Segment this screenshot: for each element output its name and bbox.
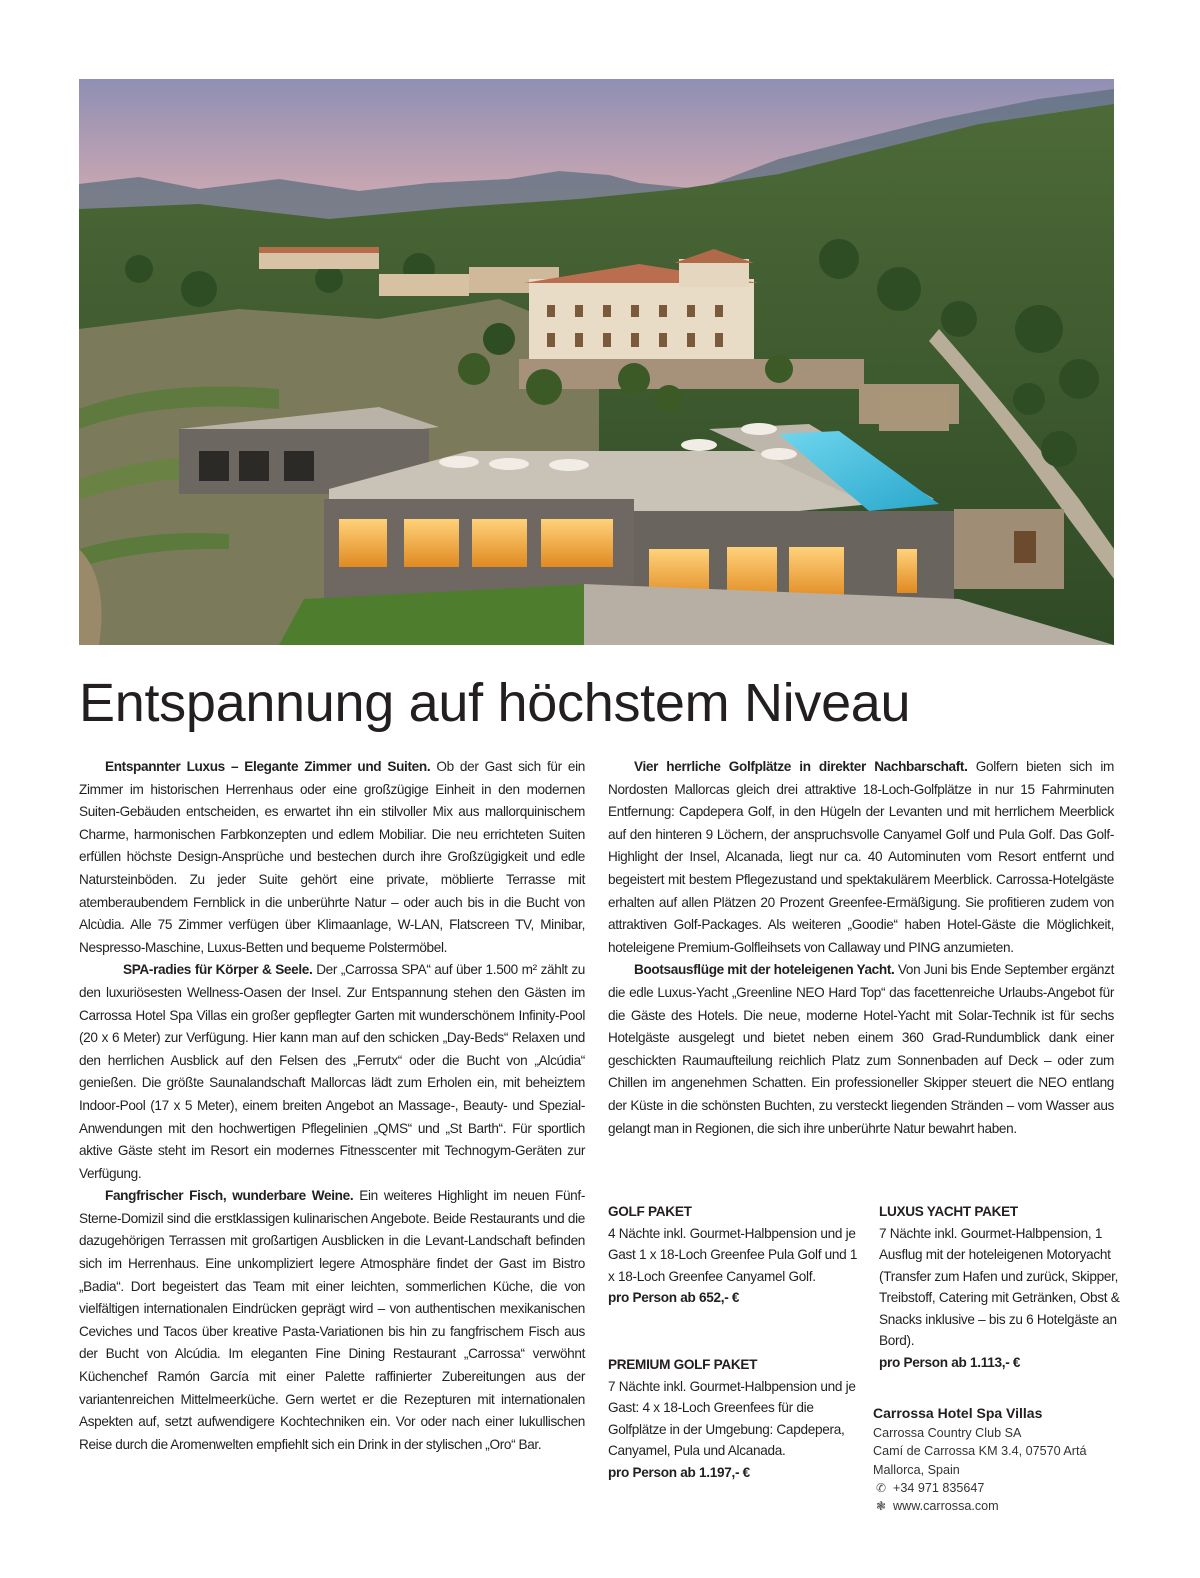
hotel-name: Carrossa Hotel Spa Villas — [873, 1405, 1043, 1421]
package-price: pro Person ab 652,- € — [608, 1290, 740, 1305]
manor-wing — [679, 259, 749, 287]
farmhouse — [379, 274, 469, 296]
paragraph-text: Ein weiteres Highlight im neuen Fünf-Sterne-Domizil sind die erstklassigen kulinarischen Angebote. Beide Restaurants und die dazugehörigen Terrassen mit großartigen Ausblicken in die Levant-Landschaft befinden sich im Herrenhaus. Eine unkompliziert legere Atmosphäre findet der Gast im Bistro „Badia“. Dort begeistert das Team mit einer leichten, sommerlichen Küche, die von vielfältigen internationalen Eindrücken geprägt wird – von authentischen mexikanischen Ceviches und Tacos über kreative Pasta-Variationen bis hin zu fangfrischem Fisch aus der Bucht von Alcúdia. Im eleganten Fine Dining Restaurant „Carrossa“ verwöhnt Küchenchef Ramón García mit einer Palette raffinierter Zubereitungen aus der variantenreichen Mittelmeerküche. Gern wertet er die Rezepturen mit internationalen Aspekten auf, setzt aufwendigere Kochtechniken ein. Vor oder nach einer lukullischen Reise durch die Aromenwelten empfiehlt sich ein Drink in der stylischen „Oro“ Bar. — [79, 1188, 585, 1452]
package-premium-golf — [608, 1354, 858, 1483]
package-description: 7 Nächte inkl. Gourmet-Halbpension, 1 Ausflug mit der hoteleigenen Motoryacht (Transfer zum Hafen und zurück, Skipper, Treibstoff, Catering mit Getränken, Obst & Snacks inklusive – bis zu 6 Hotelgäste an Bord). — [879, 1225, 1120, 1348]
package-title: LUXUS YACHT PAKET — [879, 1204, 1018, 1219]
contact-block — [873, 1402, 1143, 1515]
paragraph-text: Ob der Gast sich für ein Zimmer im historischen Herrenhaus oder eine großzügige Einheit in den modernen Suiten-Gebäuden entscheiden, es erwartet ihn ein stilvoller Mix aus mallorquinischem Charme, harmonischen Farbkonzepten und edlem Mobiliar. Die neu errichteten Suiten erfüllen höchste Design-Ansprüche und bestechen durch ihre Großzügigkeit und edle Natursteinböden. Zu jeder Suite gehört eine private, möblierte Terrasse mit atemberaubendem Fernblick in die unberührte Natur – oder auch bis in die Bucht von Alcùdia. Alle 75 Zimmer verfügen über Klimaanlage, W-LAN, Flatscreen TV, Minibar, Nespresso-Maschine, Luxus-Betten und bequeme Polstermöbel. — [79, 759, 585, 955]
phone-icon: ✆ — [875, 1480, 887, 1495]
page-title: Entspannung auf höchstem Niveau — [79, 673, 911, 733]
paragraph-lead: Vier herrliche Golfplätze in direkter Nachbarschaft. — [634, 759, 968, 774]
package-title: GOLF PAKET — [608, 1204, 692, 1219]
phone-number[interactable]: +34 971 835647 — [893, 1480, 985, 1495]
farmhouse — [259, 251, 379, 269]
article-column-right — [608, 756, 1114, 1140]
paragraph-dining — [79, 1185, 585, 1456]
package-price: pro Person ab 1.197,- € — [608, 1464, 750, 1480]
farmhouse-roof — [259, 247, 379, 253]
paragraph-yacht — [608, 959, 1114, 1140]
stone-wall — [519, 359, 864, 389]
package-description: 4 Nächte inkl. Gourmet-Halbpension und je Gast 1 x 18-Loch Greenfee Pula Golf und 1 x 18-Loch Greenfee Canyamel Golf. — [608, 1225, 858, 1284]
package-golf — [608, 1201, 858, 1309]
address-line: Camí de Carrossa KM 3.4, 07570 Artá — [873, 1444, 1087, 1459]
paragraph-lead: Entspannter Luxus – Elegante Zimmer und Suiten. — [105, 759, 431, 774]
spa-left-windows — [199, 451, 314, 481]
package-description: 7 Nächte inkl. Gourmet-Halbpension und je Gast: 4 x 18-Loch Greenfees für die Golfplätze in der Umgebung: Capdepera, Canyamel, Pula und Alcanada. — [608, 1378, 856, 1458]
web-row — [873, 1497, 1143, 1515]
hero-illustration — [79, 79, 1114, 645]
package-title: PREMIUM GOLF PAKET — [608, 1357, 758, 1372]
region-line: Mallorca, Spain — [873, 1462, 960, 1477]
package-luxury-yacht — [879, 1201, 1139, 1373]
globe-icon: ❃ — [875, 1499, 887, 1514]
website-link[interactable]: www.carrossa.com — [893, 1499, 999, 1514]
paragraph-text: Von Juni bis Ende September ergänzt die edle Luxus-Yacht „Greenline NEO Hard Top“ das facettenreiche Urlaubs-Angebot für die Gäste des Hotels. Die neue, moderne Hotel-Yacht mit Solar-Technik ist für sechs Hotelgäste ausgelegt und bietet neben einem 360 Grad-Rundumblick dank einer geschickten Raumaufteilung reichlich Platz zum Sonnenbaden auf Deck – oder zum Chillen im angenehmen Schatten. Ein professioneller Skipper steuert die NEO entlang der Küste in die schönsten Buchten, zu versteckt liegenden Stränden – vom Wasser aus gelangt man in Regionen, die sich ihre unberührte Natur bewahrt haben. — [608, 962, 1114, 1136]
paragraph-golf — [608, 756, 1114, 959]
phone-row — [873, 1479, 1143, 1497]
paragraph-spa — [79, 959, 585, 1185]
company-name: Carrossa Country Club SA — [873, 1426, 1022, 1440]
paragraph-lead: SPA-radies für Körper & Seele. — [123, 962, 313, 978]
paragraph-text: Golfern bieten sich im Nordosten Mallorcas gleich drei attraktive 18-Loch-Golfplätze in nur 15 Fahrminuten Entfernung: Capdepera Golf, in den Hügeln der Levanten und mit herrlichem Meerblick auf den hinteren 9 Löchern, der anspruchsvolle Canyamel Golf und Pula Golf. Das Golf-Highlight der Insel, Alcanada, liegt nur ca. 40 Autominuten vom Resort entfernt und begeistert mit bestem Pflegezustand und spektakulärem Meerblick. Carrossa-Hotelgäste erhalten auf allen Plätzen 20 Prozent Greenfee-Ermäßigung. Sie profitieren zudem von attraktiven Golf-Packages. Als weiteren „Goodie“ haben Hotel-Gäste die Möglichkeit, hoteleigene Premium-Golfleihsets von Callaway und PING anzumieten. — [608, 759, 1114, 955]
paragraph-lead: Bootsausflüge mit der hoteleigenen Yacht. — [634, 962, 895, 978]
paragraph-rooms — [79, 756, 585, 959]
paragraph-text: Der „Carrossa SPA“ auf über 1.500 m² zählt zu den luxuriösesten Wellness-Oasen der Insel. Zur Entspannung stehen den Gästen im Carrossa Hotel Spa Villas ein großer gepflegter Garten mit wunderschönem Infinity-Pool (20 x 6 Meter) zur Verfügung. Hier kann man auf den schicken „Day-Beds“ Relaxen und den herrlichen Ausblick auf den Felsen des „Ferrutx“ oder die Bucht von „Alcúdia“ genießen. Die größte Saunalandschaft Mallorcas lädt zum Erholen ein, mit beheiztem Indoor-Pool (17 x 5 Meter), einem breiten Angebot an Massage-, Beauty- und Spezial-Anwendungen mit den hochwertigen Pflegelinien „QMS“ und „St Barth“. Für sportlich aktive Gäste steht im Resort ein modernes Fitnesscenter mit Technogym-Geräten zur Verfügung. — [79, 962, 585, 1181]
stone-door — [1014, 531, 1036, 563]
article-column-left — [79, 756, 585, 1456]
hero-photo — [79, 79, 1114, 645]
package-price: pro Person ab 1.113,- € — [879, 1354, 1021, 1370]
paragraph-lead: Fangfrischer Fisch, wunderbare Weine. — [105, 1188, 354, 1204]
stone-hut — [879, 391, 949, 431]
stone-building — [954, 509, 1064, 589]
